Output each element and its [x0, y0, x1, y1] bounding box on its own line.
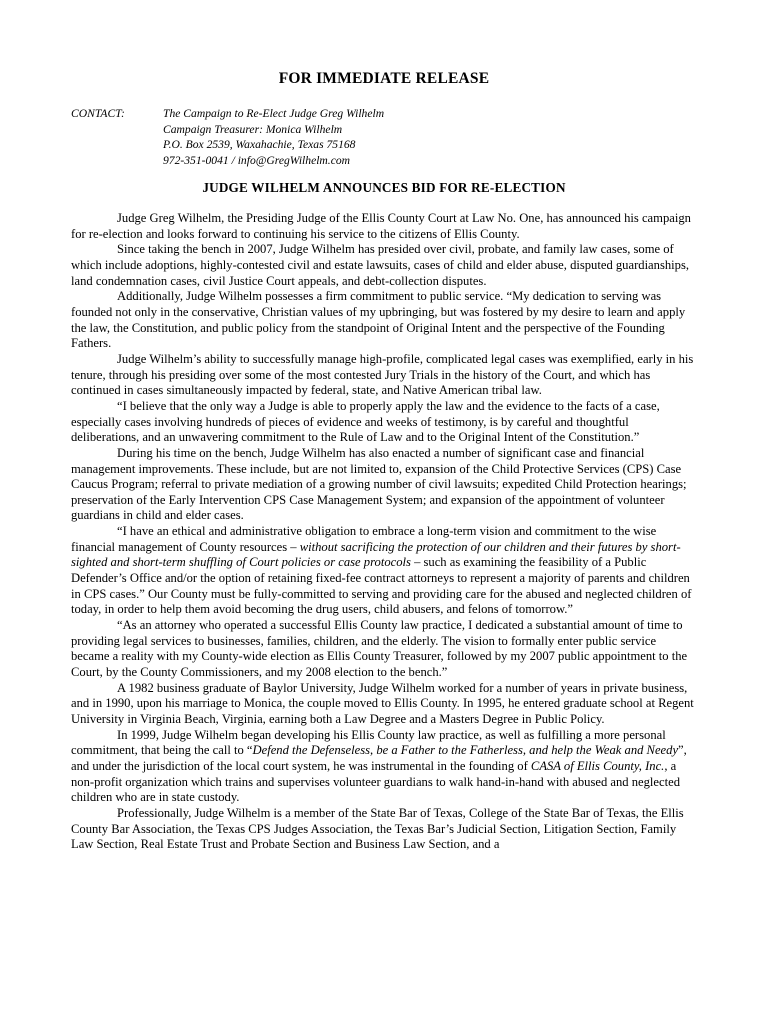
contact-treasurer: Campaign Treasurer: Monica Wilhelm — [163, 122, 343, 136]
paragraph: Since taking the bench in 2007, Judge Wilhelm has presided over civil, probate, and family law cases, some of which include adoptions, highly-contested civil and estate lawsuits, cases of child and elder abuse, disputed guardianships, land condemnation cases, civil Justice Court appeals, and debt-collection disputes. — [71, 242, 689, 288]
paragraph: Additionally, Judge Wilhelm possesses a firm commitment to public service. “My dedication to serving was founded not only in the conservative, Christian values of my upbringing, but was fostered by my desire to learn and apply the law, the Constitution, and public policy from the standpoint of Original Intent and the perspective of the Founding Fathers. — [71, 289, 686, 351]
paragraph-text: , a non-profit organization which trains and supervises volunteer guardians to walk hand-in-hand with abused and neglected children who are in state custody. — [71, 758, 680, 805]
paragraph-text: ”, and under the jurisdiction of the local court system, he was instrumental in the founding of — [71, 743, 687, 773]
paragraph: Judge Wilhelm’s ability to successfully manage high-profile, complicated legal cases was exemplified, early in his tenure, through his presiding over some of the most contested Jury Trials in the history of the Court, and which has continued in cases simultaneously impacted by federal, state, and Native American tribal law. — [71, 351, 694, 398]
paragraph-emphasis: Defend the Defenseless, be a Father to the Fatherless, and help the Weak and Needy — [252, 743, 679, 758]
paragraph: Judge Greg Wilhelm, the Presiding Judge of the Ellis County Court at Law No. One, has announced his campaign for re-election and looks forward to continuing his service to the citizens of Ellis County. — [71, 211, 691, 241]
contact-label: CONTACT: — [71, 107, 125, 120]
contact-address: P.O. Box 2539, Waxahachie, Texas 75168 — [163, 138, 356, 152]
contact-phone-email: 972-351-0041 / info@GregWilhelm.com — [163, 153, 351, 167]
organization-name: CASA of Ellis County, Inc. — [530, 758, 665, 773]
paragraph-text: – such as examining the feasibility of a Public Defender’s Office and/or the option of retaining fixed-fee contract attorneys to represent a majority of parents and children in CPS cases.” Our County must be fully-committed to serving and providing care for the abused and neglected children of today, in order to help them avoid becoming the drug users, child abusers, and felons of tomorrow.” — [71, 555, 692, 617]
paragraph: A 1982 business graduate of Baylor University, Judge Wilhelm worked for a number of years in private business, and in 1990, upon his marriage to Monica, the couple moved to Ellis County. In 1995, he entered graduate school at Regent University in Virginia Beach, Virginia, earning both a Law Degree and a Masters Degree in Public Policy. — [71, 680, 694, 726]
paragraph — [71, 728, 697, 806]
contact-lines — [163, 106, 384, 168]
paragraph: Professionally, Judge Wilhelm is a member of the State Bar of Texas, College of the State Bar of Texas, the Ellis County Bar Association, the Texas CPS Judges Association, the Texas Bar’s Judicial Section, Litigation Section, Family Law Section, Real Estate Trust and Probate Section and Business Law Section, and a — [71, 805, 684, 852]
paragraph: “As an attorney who operated a successful Ellis County law practice, I dedicated a substantial amount of time to providing legal services to businesses, families, children, and the elderly. The vision to formally enter public service became a reality with my County-wide election as Ellis County Treasurer, followed by my 2007 public appointment to the Court, by the County Commissioners, and my 2008 election to the bench.” — [71, 618, 688, 680]
article-body — [71, 211, 697, 853]
paragraph-emphasis: without sacrificing the protection of our children and their futures by short-sighted and short-term shuffling of Court policies or case protocols — [71, 539, 681, 570]
paragraph-text: “I have an ethical and administrative obligation to embrace a long-term vision and commitment to the wise financial management of County resources – — [71, 524, 657, 554]
headline: JUDGE WILHELM ANNOUNCES BID FOR RE-ELECTION — [202, 180, 566, 195]
release-title: FOR IMMEDIATE RELEASE — [278, 70, 490, 87]
paragraph-text: In 1999, Judge Wilhelm began developing his Ellis County law practice, as well as fulfilling a more personal commitment, that being the call to “ — [71, 727, 666, 758]
paragraph: “I believe that the only way a Judge is able to properly apply the law and the evidence to the facts of a case, especially cases involving hundreds of pieces of evidence and weeks of testimony, is by careful and thoughtful deliberations, and an unwavering commitment to the Rule of Law and to the Original Intent of the Constitution.” — [71, 398, 660, 445]
paragraph — [71, 524, 697, 618]
contact-campaign: The Campaign to Re-Elect Judge Greg Wilhelm — [163, 107, 385, 120]
paragraph: During his time on the bench, Judge Wilhelm has also enacted a number of significant case and financial management improvements. These include, but are not limited to, expansion of the Child Protective Services (CPS) Case Caucus Program; referral to private mediation of a growing number of civil lawsuits; expedited Child Protection hearings; preservation of the Early Intervention CPS Case Management System; and expansion of the appointment of volunteer guardians in child and elder cases. — [71, 445, 687, 523]
